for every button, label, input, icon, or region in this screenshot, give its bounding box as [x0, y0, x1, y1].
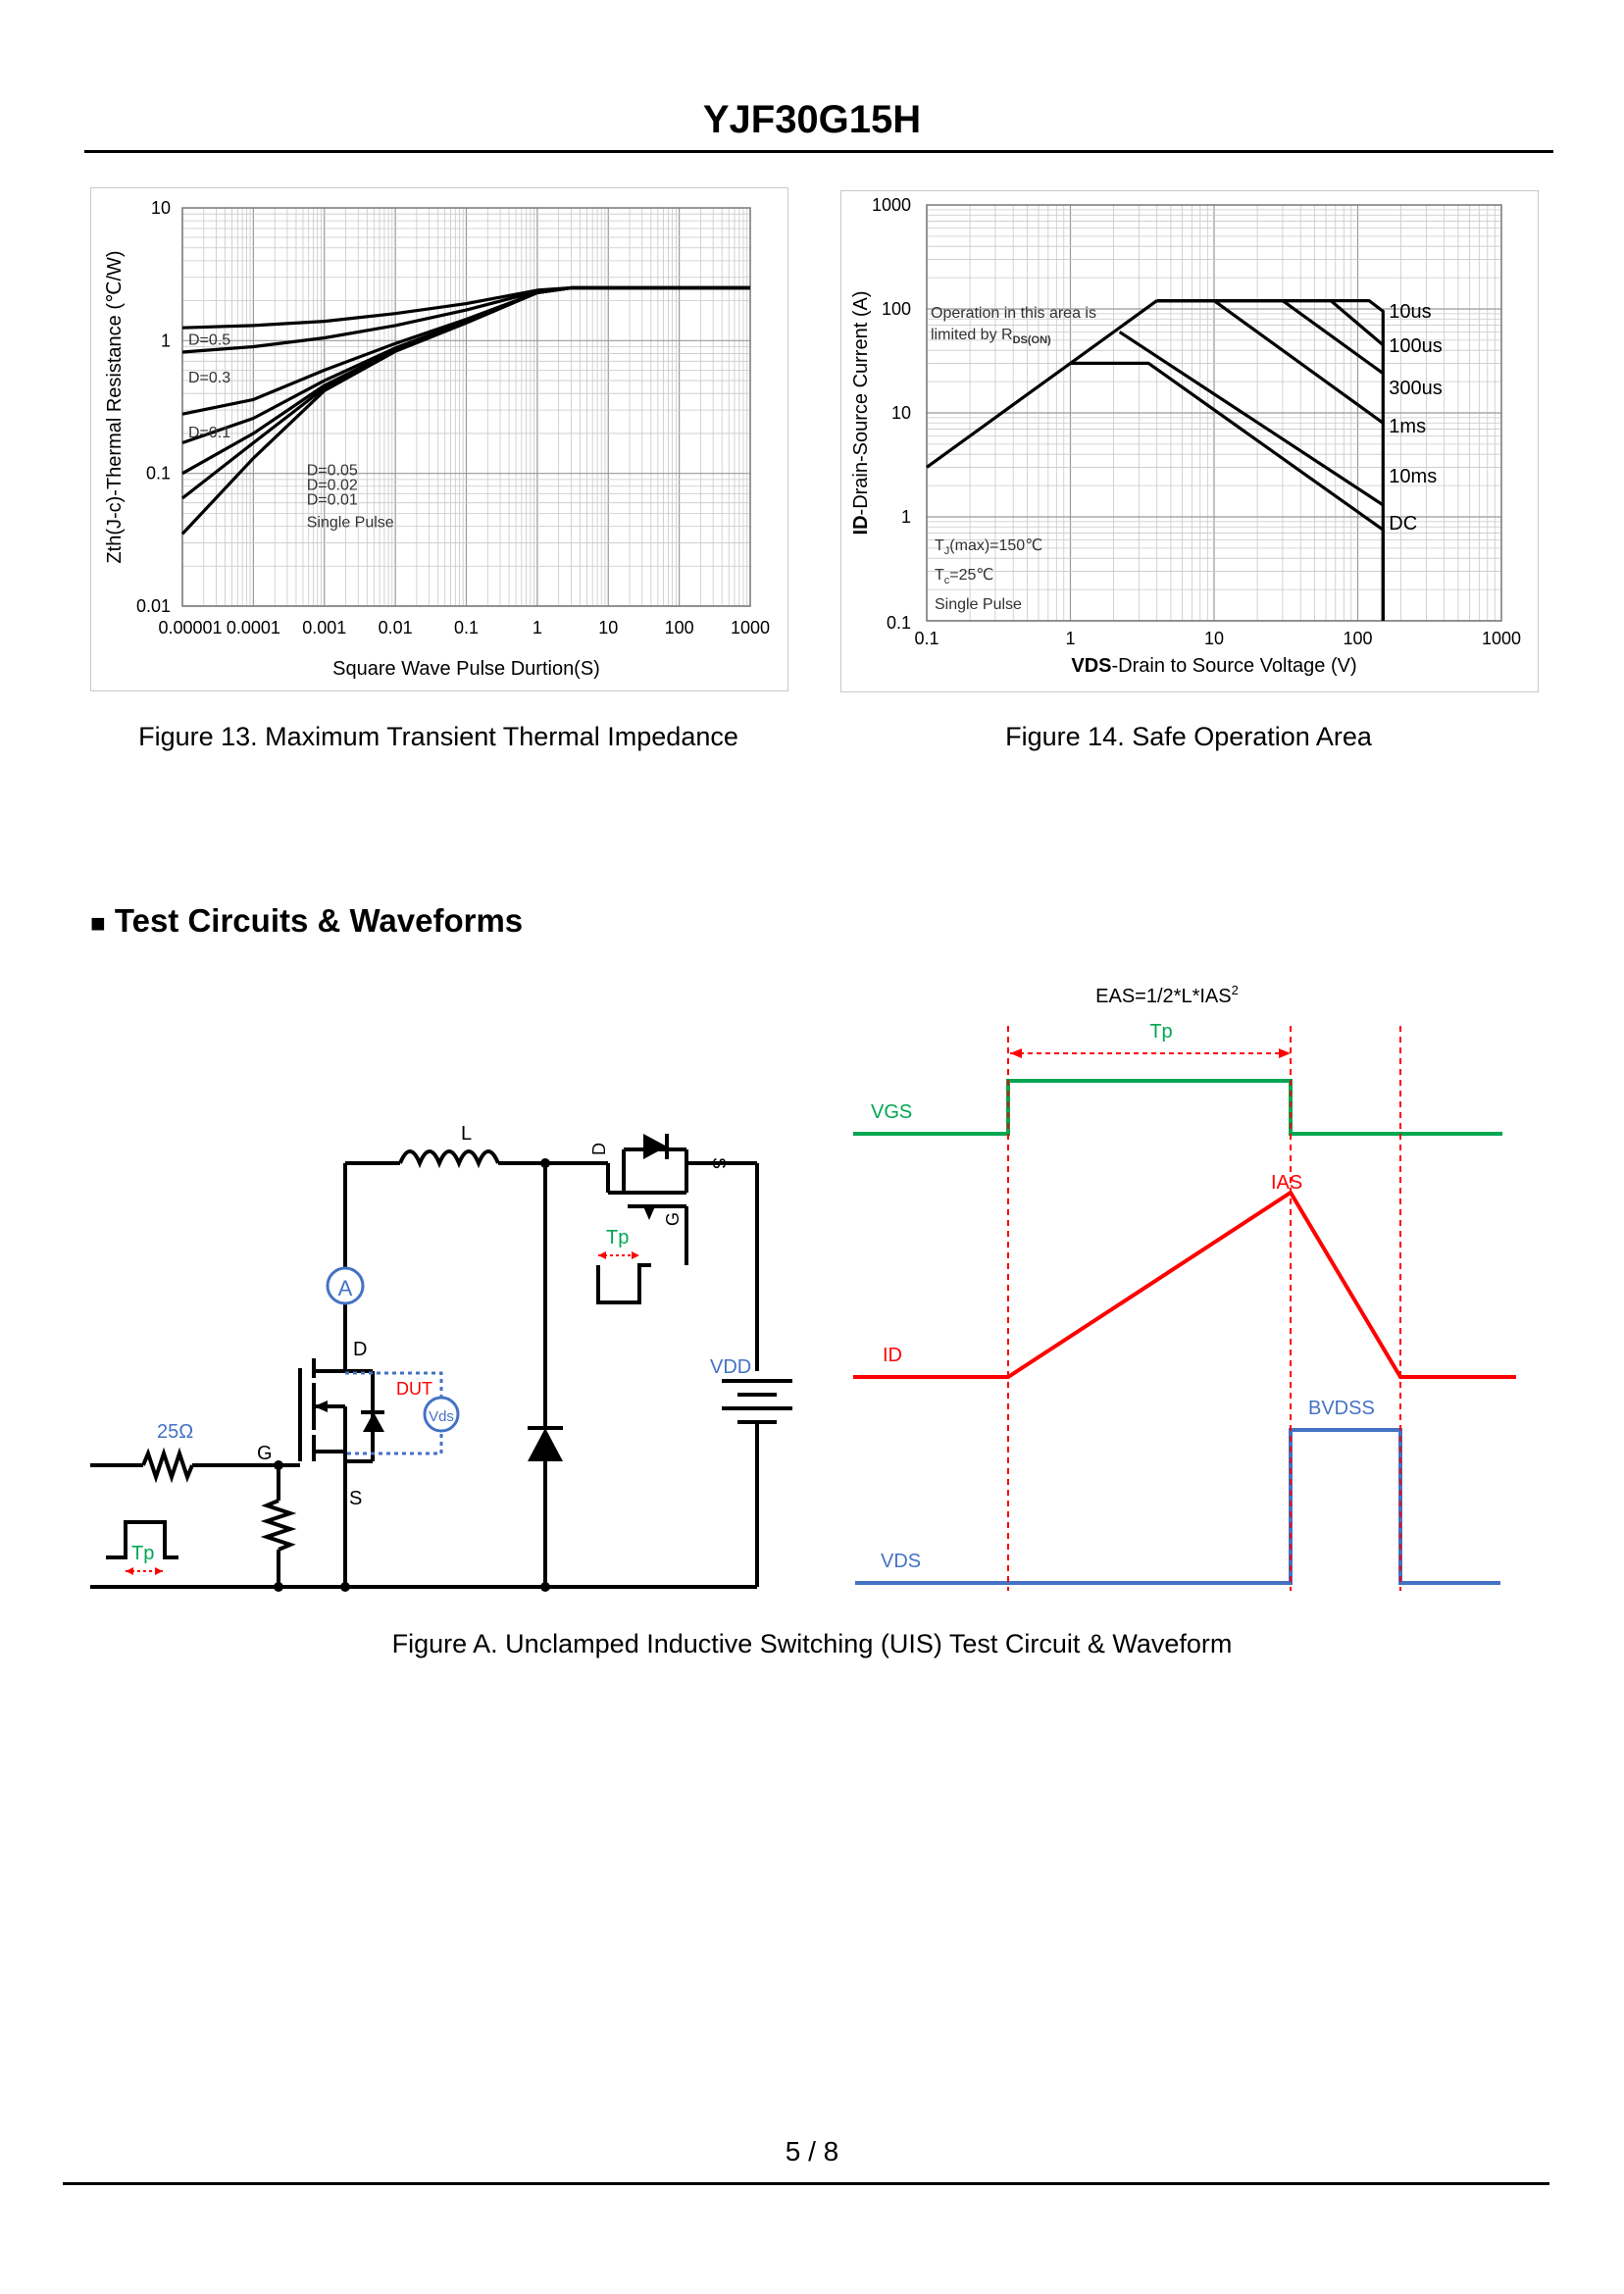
y-axis-label-rest: -Drain-Source Current (A): [850, 290, 872, 516]
fig14-chart-frame: [840, 190, 1539, 692]
arrow-left-icon: [126, 1567, 133, 1575]
arrow-right-icon: [155, 1567, 163, 1575]
y-axis-label: [850, 291, 872, 535]
uis-figure: [0, 971, 1624, 1618]
curve-annotation: Single Pulse: [306, 514, 394, 532]
driver-pulse-symbol: [598, 1265, 651, 1302]
junction-dot: [274, 1582, 283, 1592]
x-tick-label: 0.0001: [226, 618, 280, 637]
rds-annotation: limited by $R_{DS(ON)}$: [931, 327, 1051, 346]
y-tick-label: 1: [160, 331, 171, 351]
x-tick-label: 1000: [1481, 629, 1522, 648]
series-label: 300us: [1389, 378, 1443, 399]
x-tick-label: 100: [1343, 629, 1373, 648]
y-axis-label-bold: ID: [850, 515, 872, 535]
rds-annotation: Operation in this area is: [931, 305, 1096, 322]
driver-diode-icon: [643, 1134, 667, 1159]
x-axis-label: [1071, 655, 1356, 677]
vgs-trace: [853, 1081, 1502, 1134]
section-title: Test Circuits & Waveforms: [114, 902, 524, 939]
y-tick-label: 1000: [871, 195, 911, 215]
arrow-right-icon: [1279, 1048, 1291, 1058]
id-trace: [853, 1193, 1516, 1377]
gate-label: G: [257, 1443, 273, 1464]
curve-annotation: D=0.02: [306, 477, 358, 494]
arrow-right-icon: [632, 1251, 639, 1259]
document-title: YJF30G15H: [702, 98, 922, 141]
mosfet-arrow-icon: [314, 1401, 328, 1412]
section-heading: [90, 902, 523, 940]
driver-gate-label: G: [663, 1211, 683, 1226]
uis-waveform: [853, 983, 1516, 1591]
fig13-chart-frame: [90, 187, 788, 691]
x-axis-label: Square Wave Pulse Durtion(S): [332, 658, 600, 680]
safe-operation-area-chart: [841, 191, 1538, 691]
vds-trace: [855, 1430, 1500, 1583]
curve-annotation: D=0.05: [306, 462, 358, 480]
y-tick-label: 100: [881, 299, 911, 319]
source-label: S: [349, 1488, 363, 1509]
x-axis-label-bold: VDS: [1071, 655, 1112, 677]
driver-arrow-icon: [643, 1206, 655, 1220]
gate-resistor-label: 25Ω: [157, 1421, 194, 1443]
id-label: ID: [883, 1345, 902, 1366]
x-tick-label: 1: [532, 618, 542, 637]
junction-dot: [340, 1582, 350, 1592]
junction-dot: [540, 1158, 550, 1168]
bvdss-label: BVDSS: [1308, 1398, 1375, 1419]
drain-label: D: [353, 1339, 368, 1360]
arrow-left-icon: [598, 1251, 606, 1259]
x-tick-label: 1: [1065, 629, 1076, 648]
freewheel-diode-icon: [528, 1428, 563, 1461]
driver-drain-label: D: [589, 1143, 609, 1155]
series-label: D=0.1: [188, 424, 231, 441]
page-number: 5 / 8: [785, 2136, 839, 2167]
footer-rule: [63, 2182, 1549, 2185]
series-label: D=0.3: [188, 369, 231, 386]
vds-label: VDS: [881, 1551, 922, 1572]
section-bullet-icon: ■: [90, 908, 106, 938]
x-tick-label: 0.1: [914, 629, 939, 648]
inductor-label: L: [461, 1123, 473, 1145]
driver-source-label: S: [709, 1157, 729, 1170]
timing-markers: [1008, 1026, 1400, 1591]
series-label: 10us: [1389, 301, 1432, 323]
y-tick-label: 10: [890, 403, 911, 423]
y-axis-label: Zth(J-c)-Thermal Resistance (℃/W): [104, 250, 126, 564]
gate-source-resistor: [267, 1501, 290, 1550]
tp-label: Tp: [1149, 1021, 1173, 1043]
series-label: 10ms: [1389, 466, 1438, 487]
y-tick-label: 0.01: [135, 596, 171, 616]
x-tick-label: 0.01: [378, 618, 413, 637]
gate-resistor: [143, 1453, 192, 1477]
series-label: D=0.5: [188, 331, 231, 349]
curve-annotation: D=0.01: [306, 491, 358, 509]
ias-label: IAS: [1271, 1172, 1303, 1194]
y-tick-label: 0.1: [145, 463, 171, 484]
x-axis-label-rest: -Drain to Source Voltage (V): [1111, 655, 1357, 677]
y-tick-label: 10: [150, 198, 171, 218]
vds-meter-label: Vds: [429, 1408, 454, 1425]
body-diode-icon: [363, 1412, 384, 1432]
x-tick-label: 0.1: [453, 618, 480, 637]
thermal-impedance-chart: [91, 188, 787, 690]
junction-dot: [540, 1582, 550, 1592]
series-label: DC: [1389, 513, 1418, 535]
series-label: 100us: [1389, 335, 1443, 357]
series-label: 1ms: [1389, 416, 1427, 437]
figA-caption: Figure A. Unclamped Inductive Switching (UIS) Test Circuit & Waveform: [391, 1629, 1233, 1658]
dut-label: DUT: [396, 1379, 432, 1399]
x-tick-label: 0.001: [302, 618, 347, 637]
vgs-label: VGS: [871, 1101, 913, 1123]
driver-pulse-label: Tp: [606, 1227, 630, 1249]
header-rule: [84, 150, 1553, 153]
x-tick-label: 1000: [730, 618, 771, 637]
arrow-left-icon: [1010, 1048, 1022, 1058]
eas-equation: $EAS=1/2*L*IAS^2$: [1095, 983, 1239, 1007]
inductor-coil: [400, 1151, 498, 1163]
x-tick-label: 10: [1203, 629, 1225, 648]
x-tick-label: 100: [664, 618, 694, 637]
tc-annotation: $T_c=25℃$: [935, 567, 994, 586]
vdd-label: VDD: [710, 1356, 752, 1378]
x-tick-label: 10: [598, 618, 619, 637]
y-tick-label: 1: [900, 507, 911, 527]
gate-pulse-label: Tp: [131, 1543, 155, 1564]
fig13-caption: Figure 13. Maximum Transient Thermal Impedance: [138, 722, 738, 751]
x-tick-label: 0.00001: [158, 618, 223, 637]
junction-dot: [274, 1460, 283, 1470]
ammeter-label: A: [337, 1276, 353, 1300]
y-tick-label: 0.1: [886, 613, 911, 633]
uis-test-circuit: [90, 1134, 792, 1587]
tj-annotation: $T_J(\max)=150℃$: [935, 537, 1043, 557]
fig14-caption: Figure 14. Safe Operation Area: [1005, 722, 1372, 751]
pulse-annotation: Single Pulse: [935, 596, 1022, 613]
